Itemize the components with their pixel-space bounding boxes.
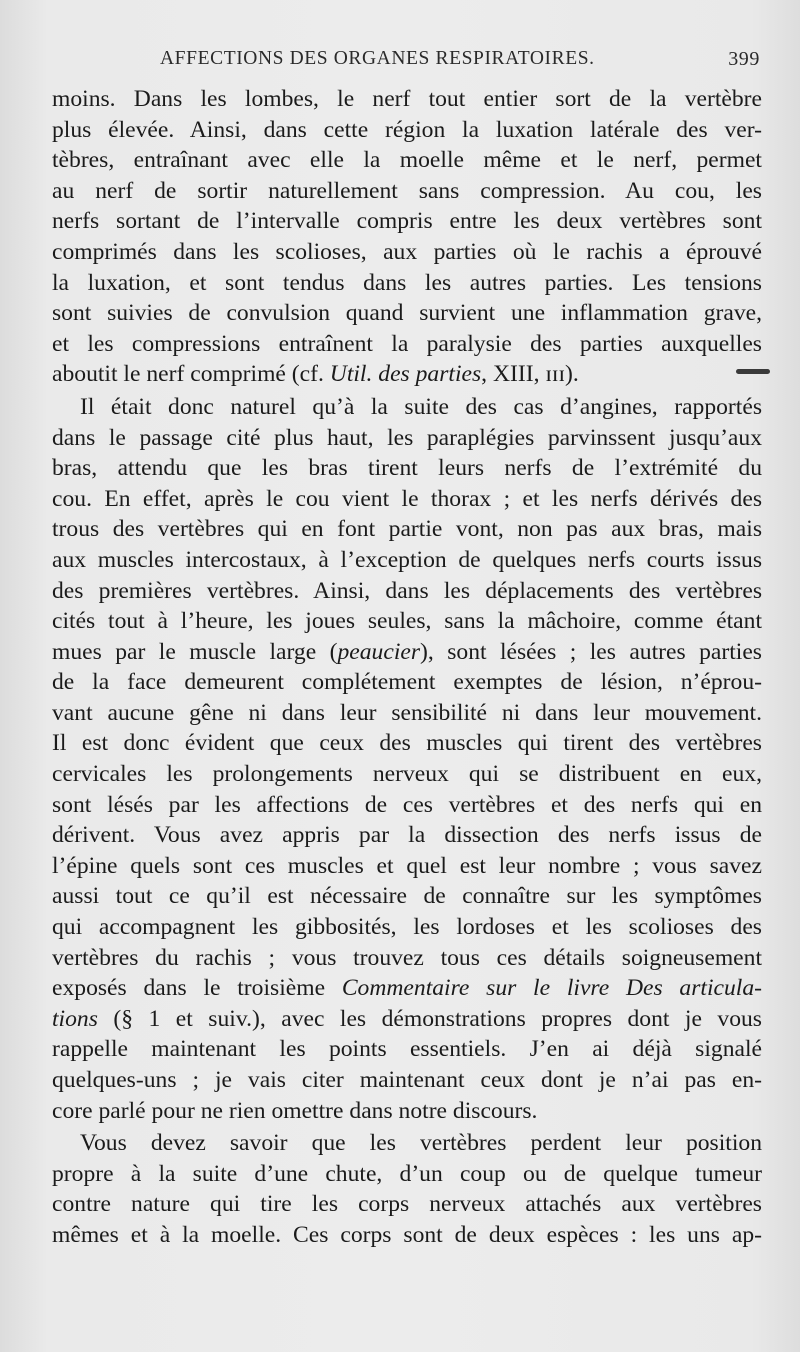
text-line: au nerf de sortir naturellement sans compression. Au cou, les [52,177,762,204]
text-line: rappelle maintenant les points essentiels. J’en ai déjà signalé [52,1036,762,1063]
text-line-italic [52,973,762,1004]
running-head-title: AFFECTIONS DES ORGANES RESPIRATOIRES. [160,48,595,69]
text-line-citation [52,359,762,390]
text-line: cités tout à l’heure, les joues seules, sans la mâchoire, comme étant [52,608,762,635]
text-line-italic [52,637,762,668]
text-line: propre à la suite d’une chute, d’un coup ou de quelque tumeur [52,1160,762,1187]
text-line: quelques-uns ; je vais citer maintenant ceux dont je n’ai pas en- [52,1067,762,1093]
italic-term: peaucier [337,638,421,665]
text-line: dérivent. Vous avez appris par la dissection des nerfs issus de [52,822,762,849]
text-line: aussi tout ce qu’il est nécessaire de connaître sur les symptômes [52,883,762,910]
italic-title: tions [52,1005,98,1032]
text-line: des premières vertèbres. Ainsi, dans les déplacements des vertèbres [52,577,762,604]
paragraph-3 [52,1128,762,1250]
text-line: contre nature qui tire les corps nerveux attachés aux vertèbres [52,1191,762,1218]
paragraph-2 [52,392,762,1126]
running-head [52,48,762,78]
text-run: aboutit le nerf comprimé (cf. [52,361,330,388]
text-line: moins. Dans les lombes, le nerf tout entier sort de la vertèbre [52,86,762,112]
text-line: la luxation, et sont tendus dans les autres parties. Les tensions [52,269,762,296]
text-line: Vous devez savoir que les vertèbres perdent leur position [80,1130,762,1157]
italic-citation: Util. des parties [329,361,482,388]
text-run: exposés dans le troisième [52,975,342,1002]
text-run: mues par le muscle large ( [52,638,338,665]
italic-title: Commentaire sur le livre Des articula- [341,975,762,1002]
text-line: l’épine quels sont ces muscles et quel est leur nombre ; vous savez [52,852,762,879]
text-line-italic [52,1004,762,1035]
text-line: Il est donc évident que ceux des muscles qui tirent des vertèbres [52,730,762,757]
text-line: dans le passage cité plus haut, les paraplégies parvinssent jusqu’aux [52,424,762,451]
text-line: mêmes et à la moelle. Ces corps sont de deux espèces : les uns ap- [52,1221,762,1248]
text-line: qui accompagnent les gibbosités, les lordoses et les scolioses des [52,914,762,941]
text-line: nerfs sortant de l’intervalle compris entre les deux vertèbres sont [52,208,762,235]
text-line: aux muscles intercostaux, à l’exception de quelques nerfs courts issus [52,546,762,573]
text-line: trous des vertèbres qui en font partie vont, non pas aux bras, mais [52,516,762,543]
text-line: sont suivies de convulsion quand survient une inflammation grave, [52,300,762,327]
text-line: cou. En effet, après le cou vient le thorax ; et les nerfs dérivés des [52,485,762,512]
text-line: sont lésés par les affections de ces vertèbres et des nerfs qui en [52,791,762,818]
text-line: vant aucune gêne ni dans leur sensibilité ni dans leur mouvement. [52,699,762,726]
body-text [52,84,762,1251]
text-line: tèbres, entraînant avec elle la moelle même et le nerf, permet [52,147,762,174]
text-line: bras, attendu que les bras tirent leurs nerfs de l’extrémité du [52,455,762,482]
text-line: plus élevée. Ainsi, dans cette région la luxation latérale des ver- [52,116,762,143]
text-line: de la face demeurent complétement exemptes de lésion, n’éprou- [52,669,762,696]
text-line: Il était donc naturel qu’à la suite des cas d’angines, rapportés [80,393,762,420]
text-line: cervicales les prolongements nerveux qui se distribuent en eux, [52,761,762,788]
paragraph-1 [52,84,762,390]
page-number: 399 [728,48,760,70]
text-run: , XIII, ɪɪɪ). [481,361,579,388]
text-run: (§ 1 et suiv.), avec les démonstrations propres dont je vous [97,1005,762,1032]
margin-mark [736,369,770,374]
text-line: comprimés dans les scolioses, aux parties où le rachis a éprouvé [52,238,762,265]
text-line: core parlé pour ne rien omettre dans notre discours. [52,1097,538,1124]
text-run: ), sont lésées ; les autres parties [420,638,762,665]
text-line: vertèbres du rachis ; vous trouvez tous ces détails soigneusement [52,944,762,971]
text-line: et les compressions entraînent la paralysie des parties auxquelles [52,330,762,357]
